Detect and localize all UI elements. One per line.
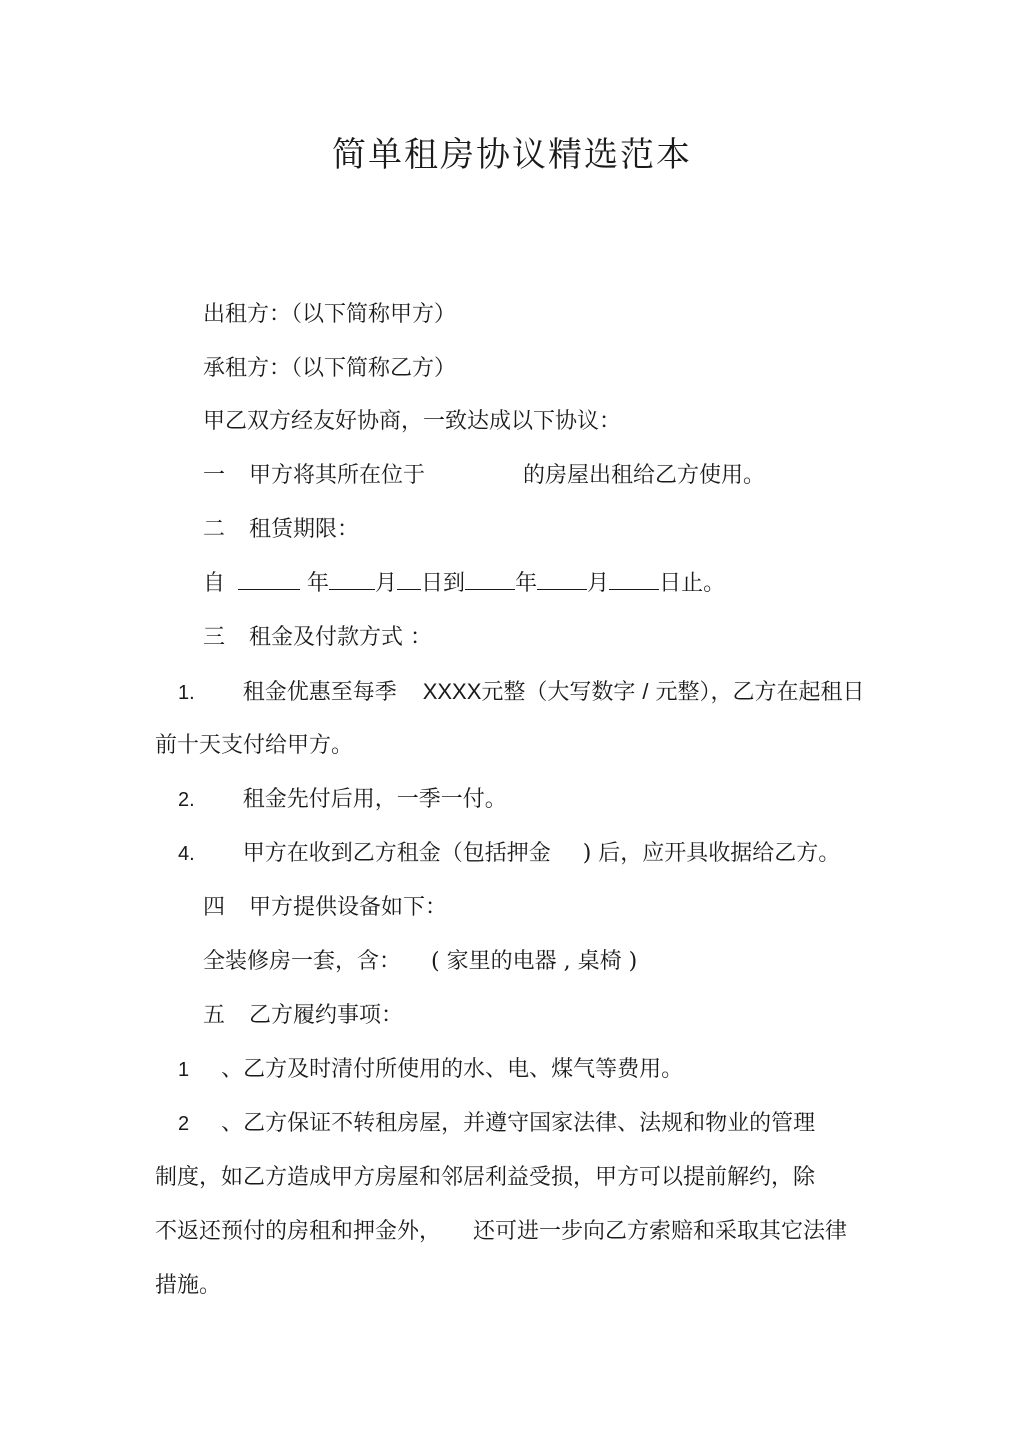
section-2-text: 租赁期限： xyxy=(249,517,360,542)
obligation-2-continuation-2 xyxy=(155,1215,847,1249)
section-5-number: 五 xyxy=(203,1003,226,1028)
obligation-1-text: 、乙方及时清付所使用的水、电、煤气等费用。 xyxy=(221,1057,684,1082)
period-end: 日止。 xyxy=(659,571,726,596)
section-1-text-a: 甲方将其所在位于 xyxy=(249,463,426,488)
rent-item-2-text: 租金先付后用，一季一付。 xyxy=(242,787,507,812)
equipment-text-a: 全装修房一套，含： xyxy=(203,949,402,974)
section-5-line xyxy=(203,999,403,1033)
equipment-line xyxy=(203,945,637,979)
section-4-number: 四 xyxy=(203,895,226,920)
obligation-2-cont-2a-text: 不返还预付的房租和押金外， xyxy=(155,1219,442,1244)
obligation-2-continuation-1 xyxy=(155,1161,815,1195)
section-4-line xyxy=(203,891,447,925)
year-end-blank xyxy=(465,567,515,590)
rent-item-1-continuation xyxy=(155,729,353,763)
intro-line xyxy=(203,405,621,439)
section-3-text: 租金及付款方式 ： xyxy=(249,625,433,650)
obligation-2-line xyxy=(178,1107,815,1141)
obligation-2-continuation-3 xyxy=(155,1269,221,1303)
rent-item-1-text-a: 租金优惠至每季 xyxy=(242,680,397,705)
lessee-line xyxy=(203,352,456,386)
section-1-text-b: 的房屋出租给乙方使用。 xyxy=(523,463,766,488)
day-end-blank xyxy=(609,567,659,590)
lease-period-line xyxy=(203,567,725,601)
obligation-1-number: 1 xyxy=(178,1059,190,1081)
rent-item-1-line xyxy=(178,675,865,710)
period-month-1: 月 xyxy=(375,571,398,596)
intro-text: 甲乙双方经友好协商，一致达成以下协议： xyxy=(203,409,622,434)
section-5-text: 乙方履约事项： xyxy=(249,1003,404,1028)
period-from: 自 xyxy=(203,571,226,596)
rent-item-4-text-b: ) 后，应开具收据给乙方。 xyxy=(582,841,841,866)
obligation-2-cont-3-text: 措施。 xyxy=(155,1273,222,1298)
month-start-blank xyxy=(329,567,375,590)
rent-item-4-number: 4. xyxy=(178,843,195,865)
obligation-1-line xyxy=(178,1053,683,1087)
lessor-text: 出租方：（以下简称甲方） xyxy=(203,302,457,327)
section-3-number: 三 xyxy=(203,625,226,650)
section-1-number: 一 xyxy=(203,463,226,488)
section-4-text: 甲方提供设备如下： xyxy=(249,895,448,920)
period-year-2: 年 xyxy=(515,571,538,596)
rent-amount: XXXX xyxy=(422,679,482,704)
obligation-2-cont-1-text: 制度，如乙方造成甲方房屋和邻居利益受损，甲方可以提前解约，除 xyxy=(155,1165,816,1190)
obligation-2-text: 、乙方保证不转租房屋，并遵守国家法律、法规和物业的管理 xyxy=(221,1111,816,1136)
rent-item-1-text-c: 元整），乙方在起租日 xyxy=(655,680,865,705)
period-year-1: 年 xyxy=(307,571,330,596)
rent-item-2-number: 2. xyxy=(178,789,195,811)
period-month-2: 月 xyxy=(587,571,610,596)
period-day-1: 日到 xyxy=(421,571,466,596)
obligation-2-number: 2 xyxy=(178,1113,190,1135)
day-start-blank xyxy=(397,567,421,590)
rent-item-1-cont-text: 前十天支付给甲方。 xyxy=(155,733,354,758)
rent-item-1-slash: / xyxy=(642,679,649,704)
lessee-text: 承租方：（以下简称乙方） xyxy=(203,356,457,381)
equipment-text-b: ( 家里的电器 , 桌椅 ) xyxy=(431,949,638,974)
year-start-blank xyxy=(238,567,300,590)
rent-item-4-text-a: 甲方在收到乙方租金（包括押金 xyxy=(242,841,551,866)
rent-item-2-line xyxy=(178,783,507,817)
section-1-line xyxy=(203,459,765,493)
rent-item-1-number: 1. xyxy=(178,682,195,704)
section-3-line xyxy=(203,621,432,655)
rent-item-4-line xyxy=(178,837,840,871)
month-end-blank xyxy=(537,567,587,590)
section-2-number: 二 xyxy=(203,517,226,542)
section-2-line xyxy=(203,513,359,547)
document-title: 简单租房协议精选范本 xyxy=(332,135,692,175)
lessor-line xyxy=(203,298,456,332)
rent-item-1-text-b: 元整（大写数字 xyxy=(481,680,636,705)
obligation-2-cont-2b-text: 还可进一步向乙方索赔和采取其它法律 xyxy=(473,1219,848,1244)
